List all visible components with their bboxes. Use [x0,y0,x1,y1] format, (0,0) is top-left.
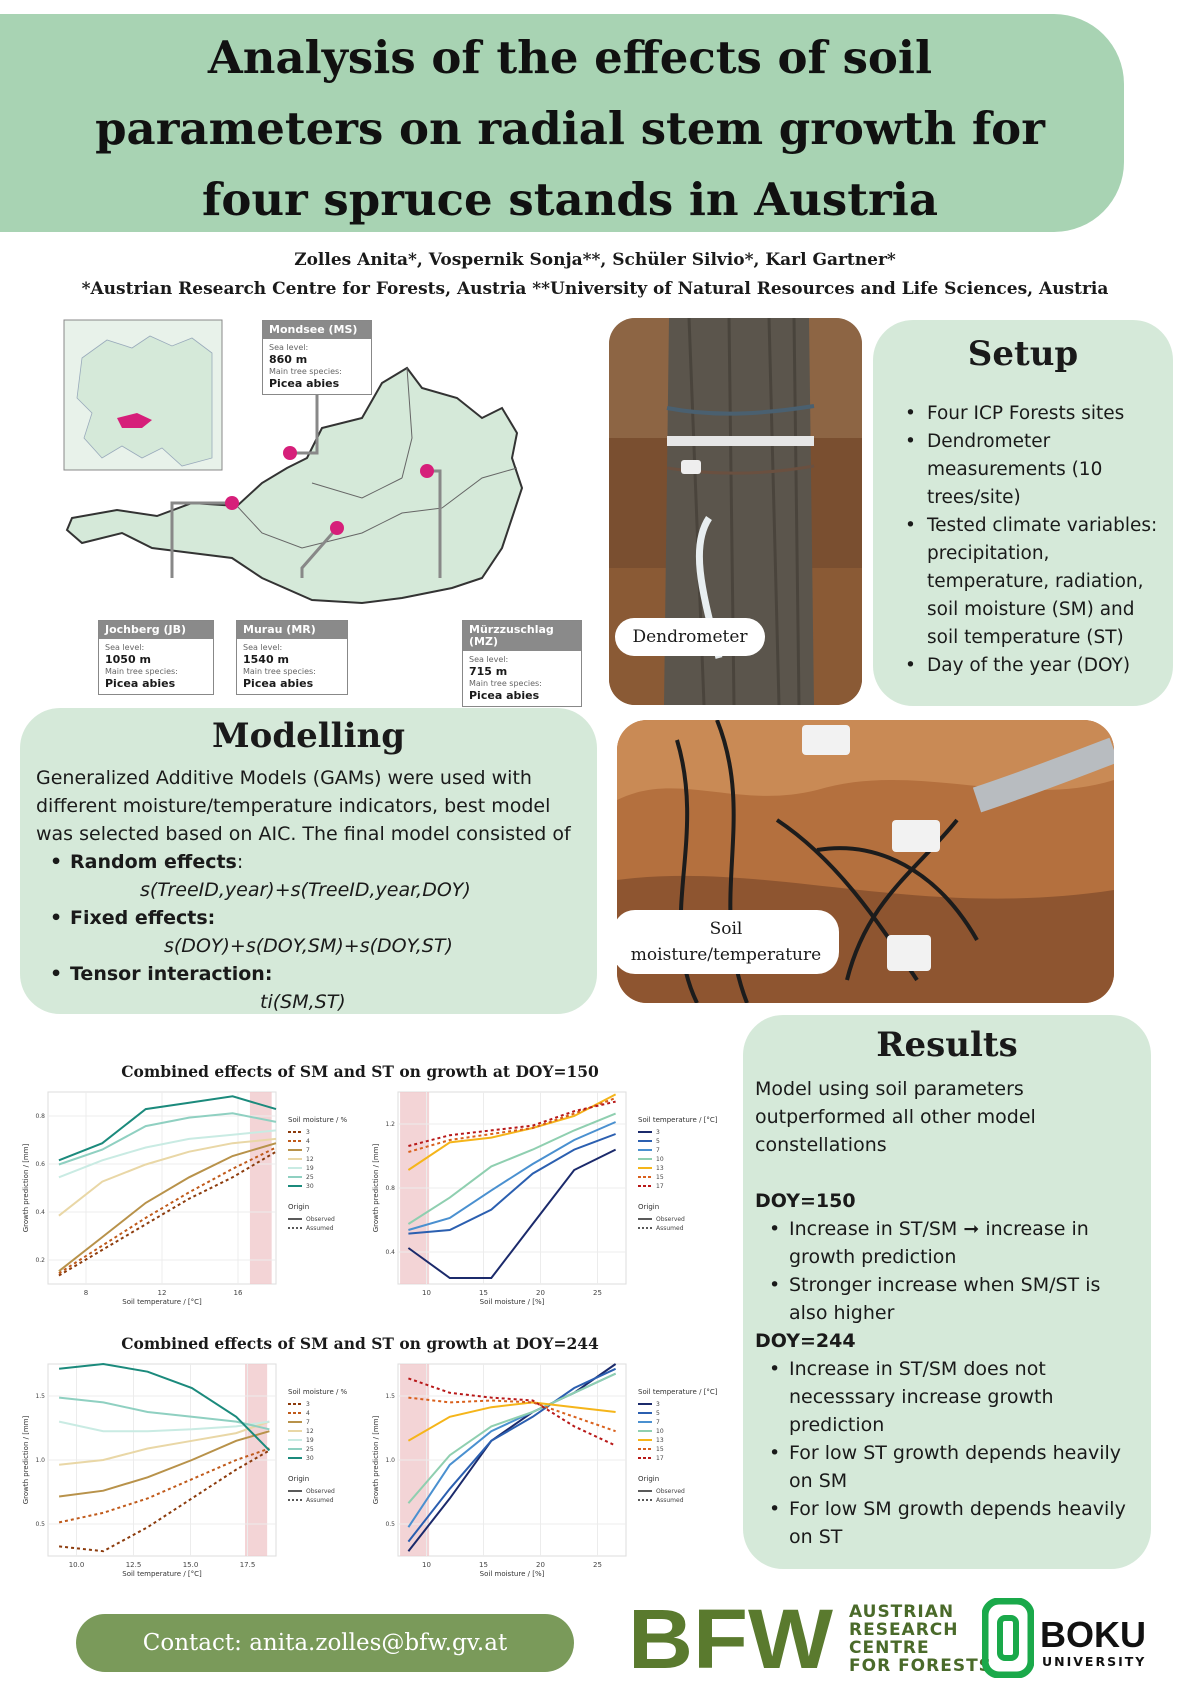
legend-label: 3 [306,1129,310,1136]
modelling-list [36,848,586,1016]
setup-item: • Dendrometer measurements (10 trees/site) [903,428,1171,512]
y-tick-label: 1.0 [385,1457,395,1464]
y-tick-label: 1.5 [35,1393,45,1400]
x-axis-label: Soil moisture / [%] [479,1570,545,1578]
x-tick-label: 10 [422,1561,431,1569]
y-tick-label: 1.5 [385,1393,395,1400]
legend-origin-label: Observed [656,1488,685,1495]
site-marker-mr[interactable] [330,521,344,535]
y-axis-label: Growth prediction / [mm] [372,1415,380,1505]
legend-label: 7 [656,1147,660,1154]
modelling-heading: Modelling [212,716,405,756]
setup-heading: Setup [967,334,1079,374]
doy150-list [755,1215,1140,1327]
site-map [62,318,584,702]
legend-label: 7 [306,1147,310,1154]
legend-label: 7 [656,1419,660,1426]
species-label: Main tree species: [269,367,342,376]
soil-sensor-photo [617,720,1114,1003]
y-tick-label: 1.0 [35,1457,45,1464]
item-label: Tensor interaction: [70,963,273,985]
legend-label: 19 [306,1437,314,1444]
sea-level-value: 1050 m [105,653,151,666]
species-value: Picea abies [243,677,314,690]
x-axis-label: Soil temperature / [°C] [122,1298,202,1306]
author-block [0,246,1190,304]
legend-title: Soil moisture / % [288,1116,348,1124]
x-tick-label: 25 [593,1561,602,1569]
site-card-jb [98,620,214,695]
x-tick-label: 15 [479,1561,488,1569]
chart-doy150-temperature [18,1084,368,1320]
site-card-ms [262,320,372,395]
x-tick-label: 10.0 [68,1561,85,1569]
bfw-line: RESEARCH [849,1620,959,1640]
y-tick-label: 0.8 [385,1185,395,1192]
item-suffix: : [236,851,244,873]
title-line-2: parameters on radial stem growth for [95,102,1045,155]
legend-label: 13 [656,1165,664,1172]
legend-origin-label: Assumed [306,1497,334,1504]
poster-title [60,22,1080,235]
title-line-1: Analysis of the effects of soil [207,31,933,84]
species-value: Picea abies [469,689,540,702]
results-panel [743,1015,1151,1569]
x-tick-label: 20 [536,1289,545,1297]
legend-label: 10 [656,1428,664,1435]
modelling-item [36,848,586,904]
y-tick-label: 0.6 [35,1161,45,1168]
bfw-line: AUSTRIAN [849,1602,955,1622]
x-tick-label: 10 [422,1289,431,1297]
legend-origin-label: Assumed [656,1225,684,1232]
chart-doy244-moisture [368,1356,718,1592]
title-line-3: four spruce stands in Austria [201,173,939,226]
bfw-logo [628,1600,838,1676]
setup-item: • Tested climate variables: precipitation, temperature, radiation, soil moisture (SM) and soil temperature (ST) [903,512,1171,652]
legend-origin-label: Observed [306,1488,335,1495]
legend-label: 12 [306,1428,314,1435]
chart-doy150-moisture [368,1084,718,1320]
sea-level-label: Sea level: [243,643,283,652]
result-item: • Increase in ST/SM does not necesssary increase growth prediction [755,1355,1140,1439]
site-marker-jb[interactable] [225,496,239,510]
modelling-item [36,960,586,1016]
legend-label: 3 [656,1401,660,1408]
site-name: Jochberg (JB) [99,621,213,639]
legend-label: 5 [656,1138,660,1145]
dendrometer-caption: Dendrometer [615,618,765,656]
sea-level-label: Sea level: [469,655,509,664]
legend-label: 4 [306,1138,310,1145]
legend-label: 5 [656,1410,660,1417]
y-axis-label: Growth prediction / [mm] [22,1143,30,1233]
x-tick-label: 12 [157,1289,167,1297]
item-formula: ti(SM,ST) [260,991,346,1013]
site-name: Mondsee (MS) [263,321,371,339]
setup-list [903,400,1171,680]
species-label: Main tree species: [243,667,316,676]
species-value: Picea abies [269,377,340,390]
x-tick-label: 20 [536,1561,545,1569]
x-axis-label: Soil temperature / [°C] [122,1570,202,1578]
item-label: Fixed effects: [70,907,216,929]
dendrometer-photo [609,318,862,705]
legend-label: 4 [306,1410,310,1417]
x-tick-label: 15.0 [182,1561,199,1569]
europe-land [77,336,212,466]
sea-level-label: Sea level: [105,643,145,652]
doy244-heading: DOY=244 [755,1330,856,1352]
y-tick-label: 1.2 [385,1121,395,1128]
figure-title-doy244: Combined effects of SM and ST on growth at DOY=244 [121,1334,599,1353]
legend-origin-label: Observed [306,1216,335,1223]
site-card-mr [236,620,348,695]
site-marker-ms[interactable] [283,446,297,460]
species-label: Main tree species: [469,679,542,688]
legend-label: 15 [656,1446,664,1453]
doy244-list [755,1355,1140,1551]
setup-item: • Day of the year (DOY) [903,652,1171,680]
results-intro: Model using soil parameters outperformed all other model constellations [755,1078,1036,1156]
results-heading: Results [876,1025,1018,1065]
legend-label: 25 [306,1174,314,1181]
y-axis-label: Growth prediction / [mm] [22,1415,30,1505]
result-item: • For low SM growth depends heavily on ST [755,1495,1140,1551]
boku-wordmark: BOKU [1040,1614,1146,1655]
site-name: Murau (MR) [237,621,347,639]
legend-title: Soil moisture / % [288,1388,348,1396]
item-formula: s(DOY)+s(DOY,SM)+s(DOY,ST) [164,935,453,957]
legend-origin-label: Observed [656,1216,685,1223]
legend-label: 12 [306,1156,314,1163]
legend-label: 19 [306,1165,314,1172]
legend-label: 17 [656,1455,664,1462]
species-value: Picea abies [105,677,176,690]
sea-level-value: 1540 m [243,653,289,666]
x-axis-label: Soil moisture / [%] [479,1298,545,1306]
y-tick-label: 0.5 [385,1521,395,1528]
soil-caption-line-2: moisture/temperature [630,945,822,965]
setup-panel [873,320,1173,706]
legend-label: 30 [306,1455,314,1462]
legend-label: 3 [656,1129,660,1136]
sea-level-value: 715 m [469,665,508,678]
x-tick-label: 15 [479,1289,488,1297]
x-tick-label: 17.5 [239,1561,256,1569]
legend-label: 10 [656,1156,664,1163]
sea-level-label: Sea level: [269,343,309,352]
site-card-mz [462,620,582,707]
legend-label: 7 [306,1419,310,1426]
modelling-panel [20,708,597,1014]
bfw-line: FOR FORESTS [849,1656,992,1676]
legend-label: 13 [656,1437,664,1444]
legend-origin-title: Origin [638,1475,660,1483]
y-tick-label: 0.4 [35,1209,45,1216]
legend-origin-label: Assumed [656,1497,684,1504]
legend-origin-title: Origin [638,1203,660,1211]
y-tick-label: 0.2 [35,1257,45,1264]
site-name: Mürzzuschlag (MZ) [463,621,581,651]
legend-label: 17 [656,1183,664,1190]
authors: Zolles Anita*, Vospernik Sonja**, Schüler Silvio*, Karl Gartner* [294,250,896,270]
y-tick-label: 0.5 [35,1521,45,1528]
species-label: Main tree species: [105,667,178,676]
x-tick-label: 12.5 [125,1561,142,1569]
result-item: • For low ST growth depends heavily on SM [755,1439,1140,1495]
x-tick-label: 8 [83,1289,89,1297]
y-tick-label: 0.8 [35,1113,45,1120]
legend-origin-title: Origin [288,1203,310,1211]
figure-title-doy150: Combined effects of SM and ST on growth at DOY=150 [121,1062,599,1081]
legend-label: 30 [306,1183,314,1190]
setup-item: • Four ICP Forests sites [903,400,1171,428]
x-tick-label: 25 [593,1289,602,1297]
site-marker-mz[interactable] [420,464,434,478]
item-formula: s(TreeID,year)+s(TreeID,year,DOY) [140,879,471,901]
legend-label: 3 [306,1401,310,1408]
legend-title: Soil temperature / [°C] [638,1388,718,1396]
result-item: • Increase in ST/SM ➞ increase in growth prediction [755,1215,1140,1271]
soil-caption-line-1: Soil [709,919,743,939]
sea-level-value: 860 m [269,353,308,366]
chart-doy244-temperature [18,1356,368,1592]
legend-origin-title: Origin [288,1475,310,1483]
affiliations: *Austrian Research Centre for Forests, Austria **University of Natural Resources and Life Sciences, Austria [81,279,1109,299]
bfw-logo-mark: BFW [628,1600,834,1676]
boku-logo-mark [982,1598,1034,1678]
doy150-heading: DOY=150 [755,1190,856,1212]
bfw-line: CENTRE [849,1638,930,1658]
y-tick-label: 0.4 [385,1249,395,1256]
legend-title: Soil temperature / [°C] [638,1116,718,1124]
result-item: • Stronger increase when SM/ST is also higher [755,1271,1140,1327]
legend-label: 15 [656,1174,664,1181]
legend-origin-label: Assumed [306,1225,334,1232]
boku-subtitle: UNIVERSITY [1042,1654,1147,1669]
contact-pill[interactable]: Contact: anita.zolles@bfw.gv.at [76,1614,574,1672]
soil-caption [617,910,839,974]
y-axis-label: Growth prediction / [mm] [372,1143,380,1233]
modelling-item [36,904,586,960]
bfw-logo-text [849,1603,992,1675]
legend-label: 25 [306,1446,314,1453]
item-label: Random effects [70,851,237,873]
x-tick-label: 16 [233,1289,243,1297]
modelling-intro: Generalized Additive Models (GAMs) were used with different moisture/temperature indicators, best model was selected based on AIC. The final model consisted of [36,767,571,845]
